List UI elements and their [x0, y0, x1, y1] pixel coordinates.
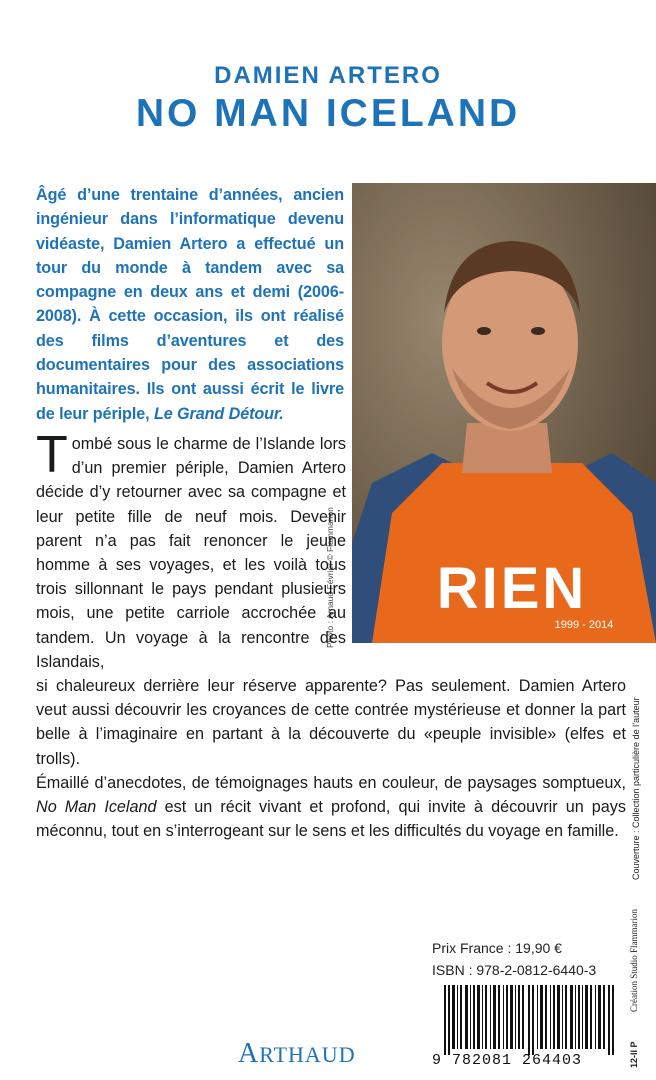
photo-credit: Photo : Arnaud Février © Flammarion — [325, 507, 335, 648]
author-name: DAMIEN ARTERO — [214, 62, 442, 89]
description-para1-wide: si chaleureux derrière leur réserve apparente? Pas seulement. Damien Artero veut aussi découvrir les croyances de cette contrée mystérieuse et donner la part belle à l’imaginaire en partant à la découverte du «peuple invisible» (elfes et trolls). — [36, 677, 626, 768]
isbn-label: ISBN : 978-2-0812-6440-3 — [432, 962, 597, 978]
para2-end: est un récit vivant et profond, qui invite à découvrir un pays méconnu, tout en s’interrogeant sur le sens et les difficultés du voyage en famille. — [36, 798, 626, 841]
description-para1-narrow: ombé sous le charme de l’Islande lors d’un premier périple, Damien Artero décide d’y retourner avec sa compagne et leur petite fille de neuf mois. Devenir parent n’a pas fait renoncer le jeune homme à ses voyages, et les voilà tous trois sillonnant le pays pendant plusieurs mois, une petite carriole accrochée au tandem. Un voyage à la rencontre des Islandais, — [36, 435, 346, 671]
bio-book-title: Le Grand Détour. — [153, 404, 284, 423]
shirt-years: 1999 - 2014 — [554, 619, 614, 631]
dropcap: T — [36, 426, 68, 484]
print-code: 12-II P — [629, 1041, 639, 1068]
para2-start: Émaillé d’anecdotes, de témoignages hauts en couleur, de paysages somptueux, — [36, 773, 626, 792]
bio-text: Âgé d’une trentaine d’années, ancien ingénieur dans l’informatique devenu vidéaste, Damien Artero a effectué un tour du monde à tandem avec sa compagne en deux ans et demi (2006-2008). À cette occasion, ils ont réalisé des films d’aventures et des documentaires pour des associations humanitaires. Ils ont aussi écrit le livre de leur périple, — [36, 186, 344, 423]
publisher-logo — [238, 1038, 356, 1070]
description-para2 — [36, 771, 626, 844]
description-narrow — [36, 426, 346, 674]
description — [36, 426, 626, 843]
cover-credit: Couverture : Collection particulière de l’auteur — [631, 697, 641, 880]
barcode-icon — [444, 985, 619, 1055]
ean-number: 9 782081 264403 — [432, 1052, 583, 1069]
book-title: NO MAN ICELAND — [135, 92, 521, 135]
author-bio — [36, 183, 344, 426]
publisher-first-letter: A — [238, 1038, 260, 1069]
description-wide — [36, 674, 626, 843]
shirt-text: RIEN — [436, 556, 588, 621]
studio-credit: Création Studio Flammarion — [629, 909, 639, 1012]
publisher-rest: RTHAUD — [259, 1042, 356, 1067]
para2-title: No Man Iceland — [36, 798, 157, 817]
price-label: Prix France : 19,90 € — [432, 940, 562, 956]
